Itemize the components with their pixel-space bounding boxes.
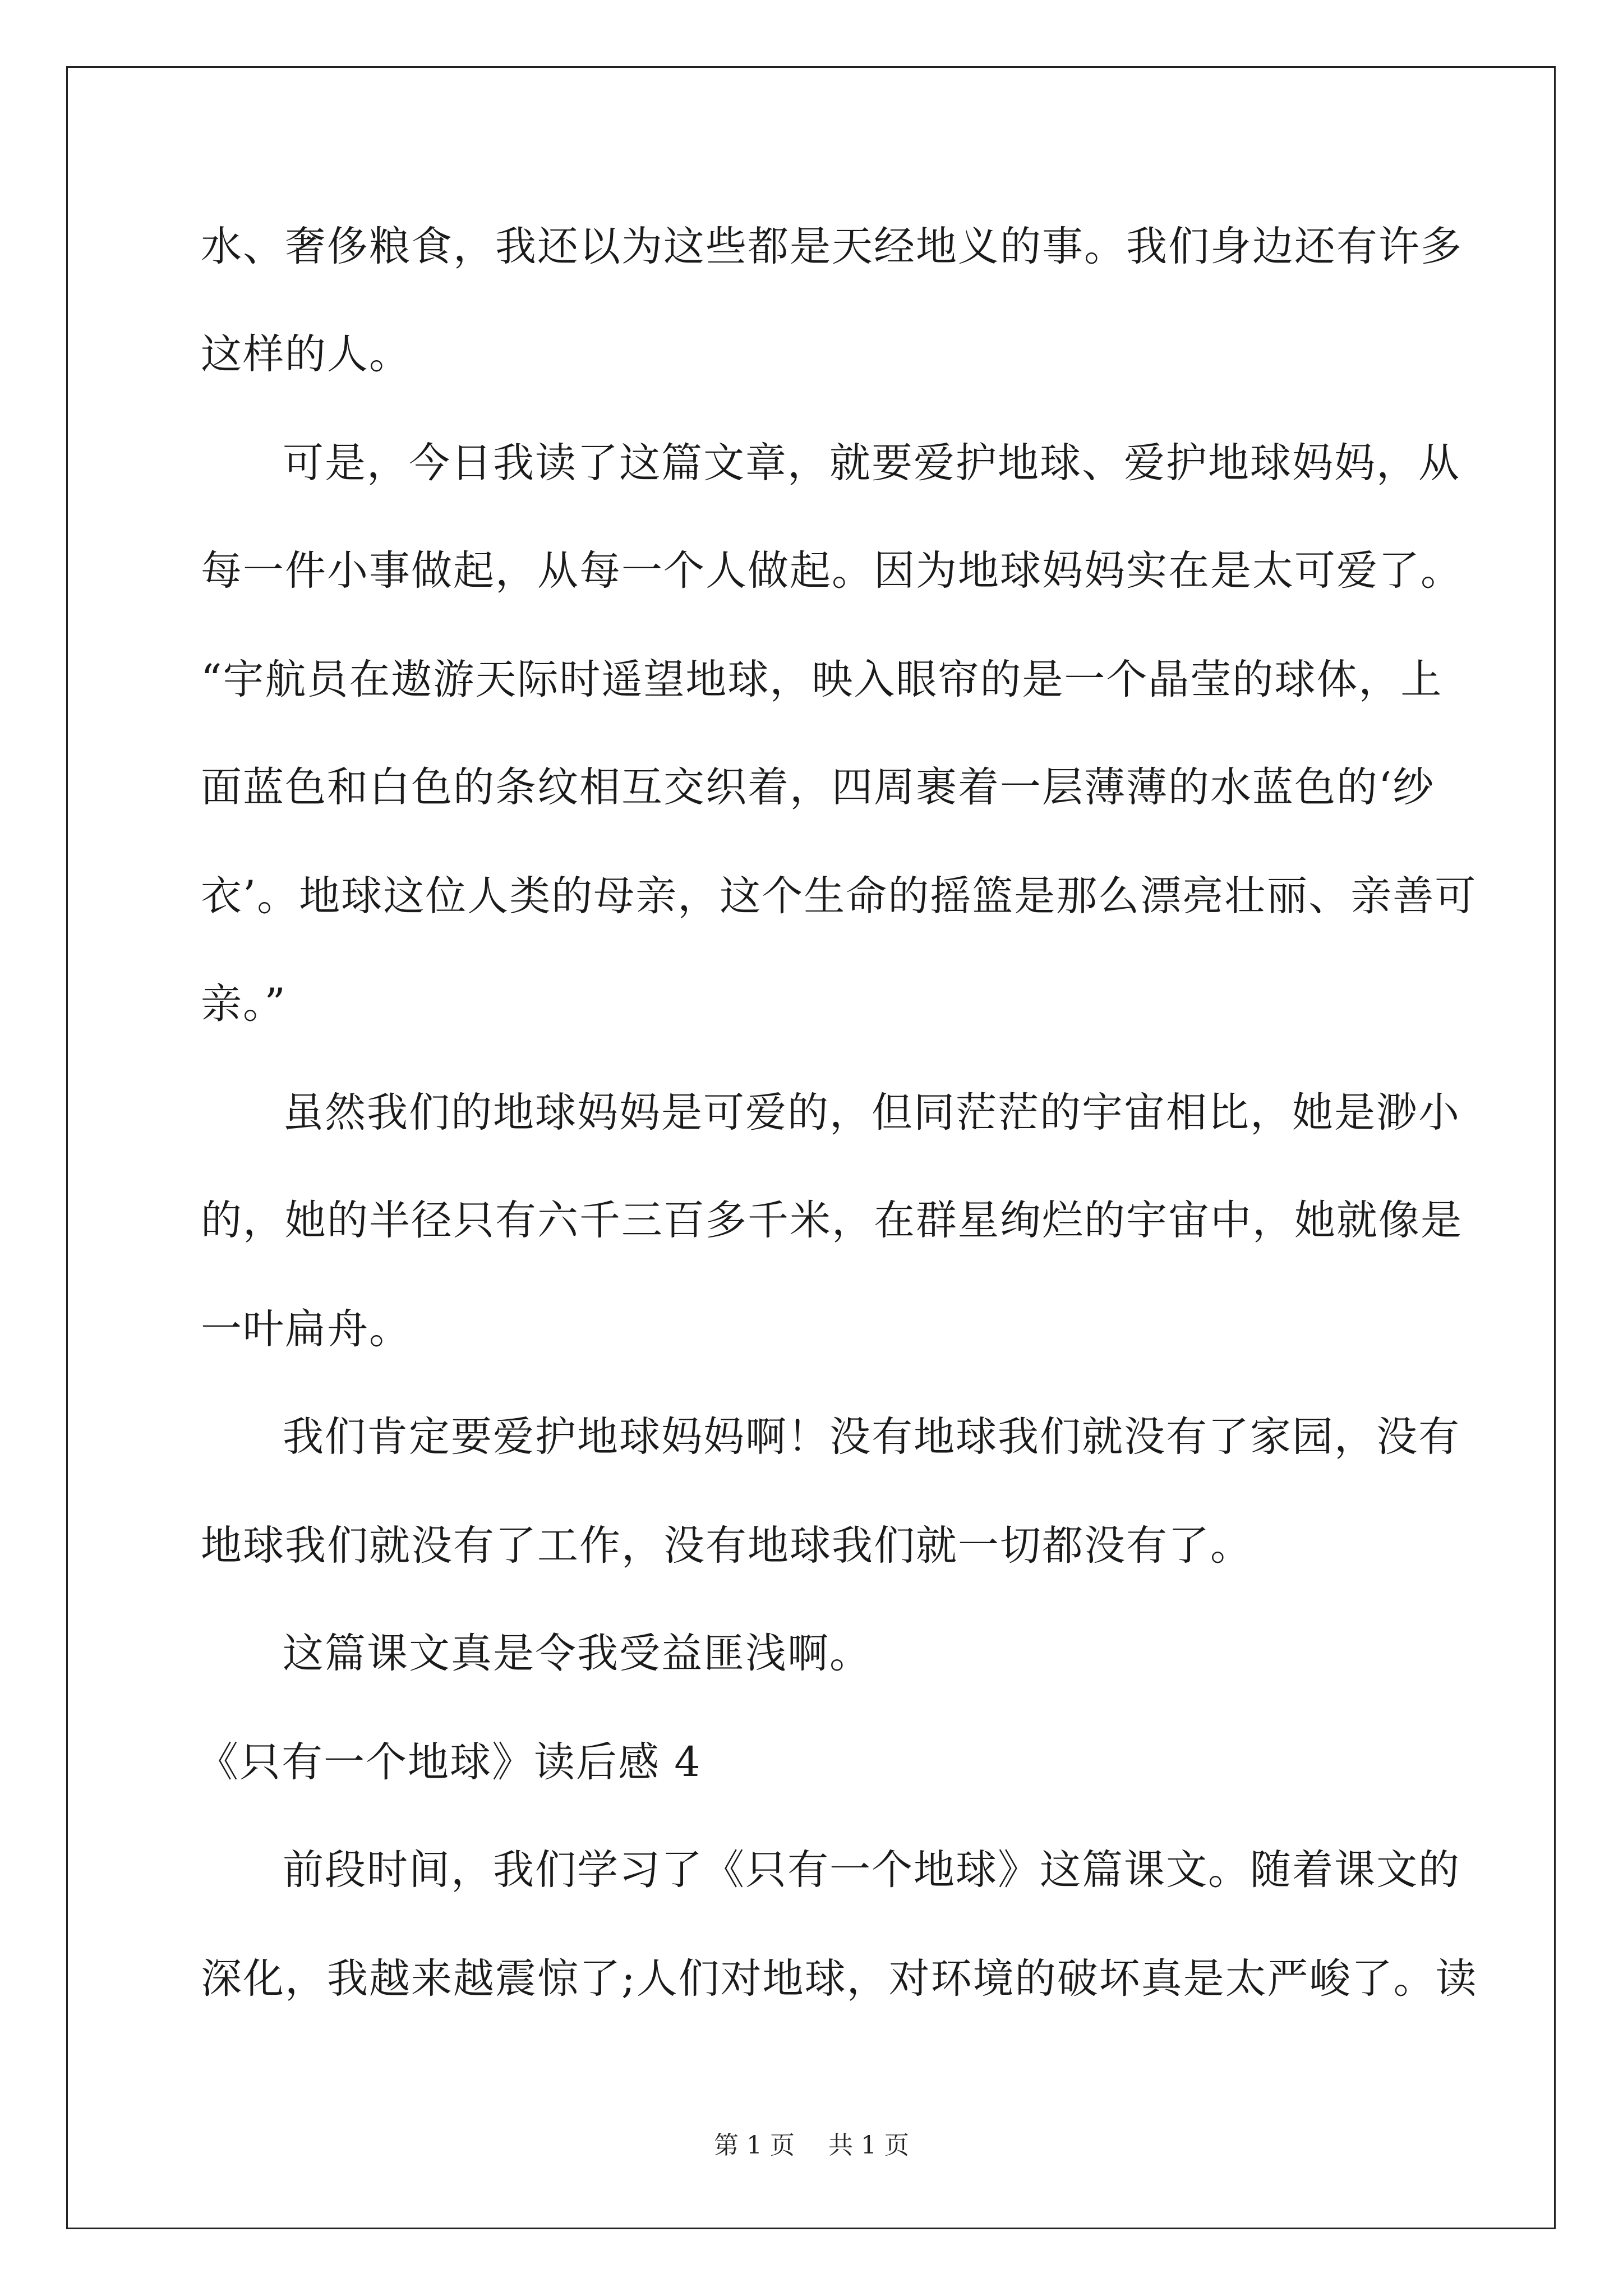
paragraph-start-line: 这篇课文真是令我受益匪浅啊。 — [283, 1630, 872, 1677]
text-line: 深化，我越来越震惊了;人们对地球，对环境的破坏真是太严峻了。读 — [201, 1955, 1478, 2003]
section-heading: 《只有一个地球》读后感 4 — [197, 1738, 702, 1786]
paragraph-start-line: 可是，今日我读了这篇文章，就要爱护地球、爱护地球妈妈，从 — [283, 439, 1460, 487]
text-line: 地球我们就没有了工作，没有地球我们就一切都没有了。 — [201, 1522, 1252, 1570]
text-line: 衣’。地球这位人类的母亲，这个生命的摇篮是那么漂亮壮丽、亲善可 — [201, 872, 1477, 920]
text-line: 面蓝色和白色的条纹相互交织着，四周裹着一层薄薄的水蓝色的‘纱 — [201, 763, 1435, 811]
text-line: 每一件小事做起，从每一个人做起。因为地球妈妈实在是太可爱了。 — [201, 547, 1463, 595]
paragraph-start-line: 前段时间，我们学习了《只有一个地球》这篇课文。随着课文的 — [283, 1846, 1460, 1894]
text-line: “宇航员在遨游天际时遥望地球，映入眼帘的是一个晶莹的球体，上 — [201, 656, 1443, 703]
page-border — [66, 66, 1556, 2229]
paragraph-start-line: 我们肯定要爱护地球妈妈啊！没有地球我们就没有了家园，没有 — [283, 1413, 1460, 1461]
page-footer — [0, 2125, 1623, 2161]
page-total: 共 1 页 — [828, 2131, 909, 2160]
text-line: 亲。” — [201, 980, 287, 1028]
paragraph-start-line: 虽然我们的地球妈妈是可爱的，但同茫茫的宇宙相比，她是渺小 — [283, 1089, 1460, 1137]
text-line: 这样的人。 — [201, 330, 411, 378]
text-line: 一叶扁舟。 — [201, 1305, 411, 1353]
text-line: 的，她的半径只有六千三百多千米，在群星绚烂的宇宙中，她就像是 — [201, 1197, 1463, 1244]
text-line: 水、奢侈粮食，我还以为这些都是天经地义的事。我们身边还有许多 — [201, 223, 1463, 270]
page-number: 第 1 页 — [714, 2131, 795, 2160]
